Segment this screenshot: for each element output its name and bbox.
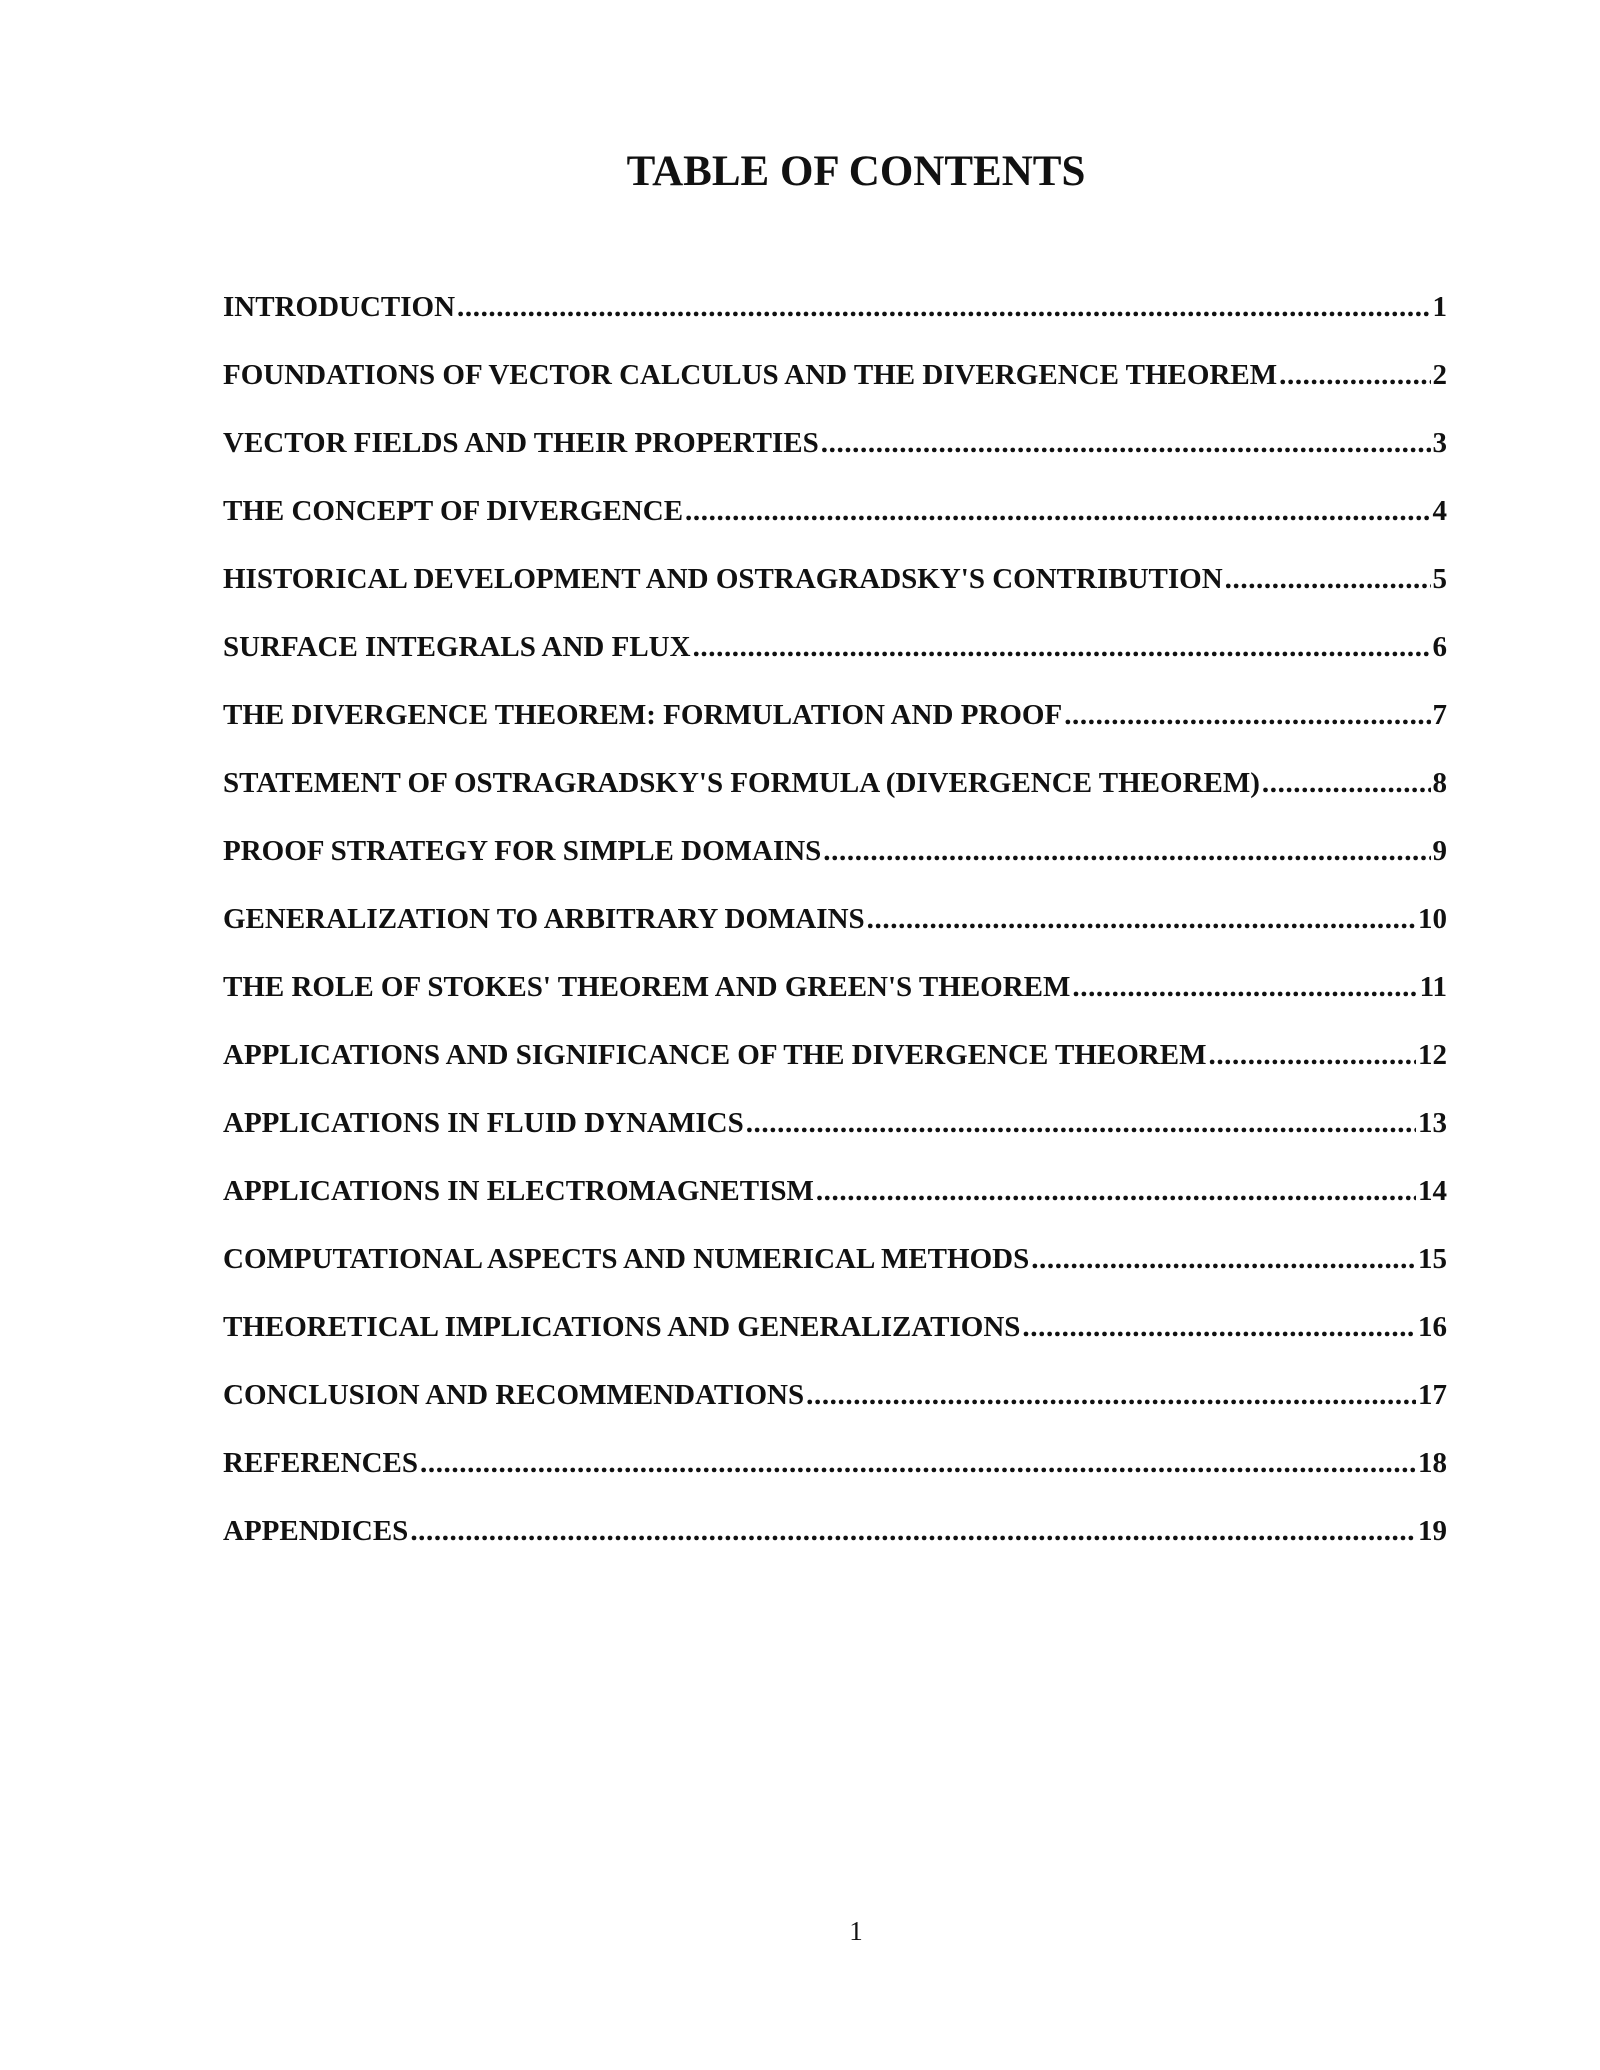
toc-entry-title: CONCLUSION AND RECOMMENDATIONS <box>223 1379 805 1411</box>
toc-entry-leader <box>410 1513 1416 1549</box>
toc-entry[interactable] <box>223 629 1447 697</box>
toc-entry[interactable] <box>223 1513 1447 1581</box>
toc-entry-title: VECTOR FIELDS AND THEIR PROPERTIES <box>223 427 819 459</box>
toc-entry[interactable] <box>223 969 1447 1037</box>
toc-entry-page: 10 <box>1418 903 1447 935</box>
toc-entry-leader <box>693 629 1431 665</box>
toc-entry-leader <box>420 1445 1416 1481</box>
toc-entry[interactable] <box>223 833 1447 901</box>
toc-entry-page: 13 <box>1418 1107 1447 1139</box>
toc-entry-title: APPLICATIONS AND SIGNIFICANCE OF THE DIVERGENCE THEOREM <box>223 1039 1207 1071</box>
toc-entry-page: 5 <box>1432 563 1447 595</box>
toc-entry-page: 1 <box>1432 291 1447 323</box>
toc-entry-page: 6 <box>1432 631 1447 663</box>
toc-entry[interactable] <box>223 425 1447 493</box>
toc-entry-leader <box>1208 1037 1416 1073</box>
toc-entry-leader <box>821 425 1431 461</box>
toc-entry[interactable] <box>223 765 1447 833</box>
toc-entry-leader <box>823 833 1430 869</box>
toc-entry[interactable] <box>223 357 1447 425</box>
toc-entry-title: STATEMENT OF OSTRAGRADSKY'S FORMULA (DIVERGENCE THEOREM) <box>223 767 1260 799</box>
page-title: TABLE OF CONTENTS <box>626 148 1086 195</box>
toc-entry-leader <box>1031 1241 1416 1277</box>
toc-entry[interactable] <box>223 1309 1447 1377</box>
toc-entry-leader <box>1064 697 1430 733</box>
toc-entry-title: REFERENCES <box>223 1447 418 1479</box>
toc-entry-title: THE ROLE OF STOKES' THEOREM AND GREEN'S THEOREM <box>223 971 1071 1003</box>
toc-entry-title: APPLICATIONS IN FLUID DYNAMICS <box>223 1107 744 1139</box>
toc-entry-title: THE DIVERGENCE THEOREM: FORMULATION AND PROOF <box>223 699 1063 731</box>
toc-entry-page: 17 <box>1418 1379 1447 1411</box>
toc-entry-page: 9 <box>1432 835 1447 867</box>
toc-entry[interactable] <box>223 1377 1447 1445</box>
toc-entry-page: 2 <box>1432 359 1447 391</box>
toc-entry-title: APPLICATIONS IN ELECTROMAGNETISM <box>223 1175 814 1207</box>
toc-entry-leader <box>457 289 1430 325</box>
toc-entry[interactable] <box>223 697 1447 765</box>
toc-entry[interactable] <box>223 1445 1447 1513</box>
toc-title-container <box>0 146 1600 198</box>
toc-entry-title: FOUNDATIONS OF VECTOR CALCULUS AND THE DIVERGENCE THEOREM <box>223 359 1278 391</box>
toc-entry-page: 16 <box>1418 1311 1447 1343</box>
toc-entry[interactable] <box>223 1037 1447 1105</box>
toc-entry-page: 18 <box>1418 1447 1447 1479</box>
toc-entry-title: THE CONCEPT OF DIVERGENCE <box>223 495 684 527</box>
toc-entry-page: 15 <box>1418 1243 1447 1275</box>
toc-entry[interactable] <box>223 493 1447 561</box>
toc-entry-title: SURFACE INTEGRALS AND FLUX <box>223 631 691 663</box>
toc-entry-page: 19 <box>1418 1515 1447 1547</box>
toc-entry-leader <box>746 1105 1416 1141</box>
toc-entry-leader <box>1279 357 1430 393</box>
toc-list <box>223 289 1447 1581</box>
toc-entry-leader <box>685 493 1430 529</box>
toc-entry-leader <box>816 1173 1416 1209</box>
toc-entry[interactable] <box>223 1105 1447 1173</box>
toc-entry[interactable] <box>223 901 1447 969</box>
toc-entry-title: GENERALIZATION TO ARBITRARY DOMAINS <box>223 903 865 935</box>
toc-entry-page: 7 <box>1432 699 1447 731</box>
toc-entry-leader <box>806 1377 1416 1413</box>
page-number: 1 <box>849 1916 863 1946</box>
toc-entry[interactable] <box>223 561 1447 629</box>
toc-entry-leader <box>1022 1309 1416 1345</box>
toc-entry-page: 4 <box>1432 495 1447 527</box>
toc-entry-leader <box>1072 969 1417 1005</box>
toc-entry-leader <box>1262 765 1431 801</box>
toc-entry-leader <box>867 901 1416 937</box>
toc-entry[interactable] <box>223 289 1447 357</box>
toc-entry-title: INTRODUCTION <box>223 291 456 323</box>
toc-entry-page: 8 <box>1432 767 1447 799</box>
toc-entry[interactable] <box>223 1241 1447 1309</box>
toc-entry-title: COMPUTATIONAL ASPECTS AND NUMERICAL METHODS <box>223 1243 1030 1275</box>
toc-entry-page: 12 <box>1418 1039 1447 1071</box>
toc-entry-page: 14 <box>1418 1175 1447 1207</box>
toc-entry-title: APPENDICES <box>223 1515 409 1547</box>
toc-entry-title: THEORETICAL IMPLICATIONS AND GENERALIZATIONS <box>223 1311 1021 1343</box>
toc-entry-title: PROOF STRATEGY FOR SIMPLE DOMAINS <box>223 835 822 867</box>
toc-entry[interactable] <box>223 1173 1447 1241</box>
toc-entry-title: HISTORICAL DEVELOPMENT AND OSTRAGRADSKY'S CONTRIBUTION <box>223 563 1223 595</box>
toc-entry-page: 3 <box>1432 427 1447 459</box>
footer <box>0 1914 1600 1948</box>
toc-entry-page: 11 <box>1419 971 1447 1003</box>
toc-entry-leader <box>1225 561 1431 597</box>
